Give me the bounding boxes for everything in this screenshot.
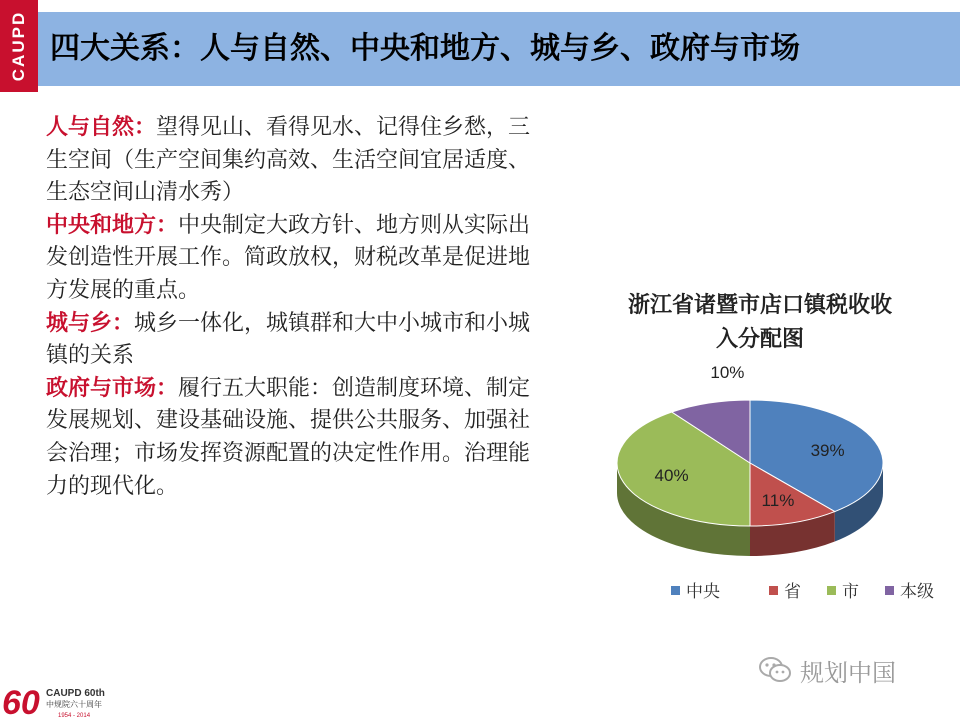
legend-label-省: 省 <box>784 582 801 602</box>
wechat-icon <box>758 655 792 685</box>
caupd-60th-logo <box>0 680 140 720</box>
paragraph-nature <box>46 112 546 210</box>
paragraph-lead: 政府与市场： <box>46 375 179 401</box>
logo-years: 1954 - 2014 <box>58 713 91 719</box>
chart-legend <box>671 582 934 602</box>
logo-text: CAUPD 60th <box>46 688 105 699</box>
watermark-text: 规划中国 <box>800 658 896 687</box>
tax-pie-chart <box>575 280 945 610</box>
paragraph-central-local <box>46 210 546 308</box>
legend-swatch-省 <box>769 586 778 595</box>
legend-swatch-本级 <box>885 586 894 595</box>
pie-label-中央: 39% <box>810 440 845 460</box>
content-text <box>46 112 546 503</box>
chart-title-line-1: 浙江省诸暨市店口镇税收收 <box>627 292 893 318</box>
logo-subtext: 中规院六十周年 <box>46 700 102 709</box>
paragraph-body: 城乡一体化，城镇群和大中小城市和小城镇的关系 <box>46 310 531 369</box>
legend-swatch-市 <box>827 586 836 595</box>
title-banner <box>38 12 960 86</box>
legend-label-本级: 本级 <box>900 582 934 602</box>
brand-sidebar <box>0 0 38 92</box>
pie-top-group <box>617 400 883 526</box>
paragraph-body: 履行五大职能：创造制度环境、制定发展规划、建设基础设施、提供公共服务、加强社会治理；市场发挥资源配置的决定性作用。治理能力的现代化。 <box>46 375 531 499</box>
legend-label-中央: 中央 <box>686 582 720 602</box>
page-title: 四大关系：人与自然、中央和地方、城与乡、政府与市场 <box>50 31 800 66</box>
paragraph-lead: 中央和地方： <box>46 212 179 238</box>
chart-title-line-2: 入分配图 <box>715 326 805 352</box>
legend-swatch-中央 <box>671 586 680 595</box>
paragraph-body: 望得见山、看得见水、记得住乡愁，三生空间（生产空间集约高效、生活空间宜居适度、生态空间山清水秀） <box>46 115 531 206</box>
pie-label-省: 11% <box>761 490 795 510</box>
logo-number: 60 <box>2 684 40 720</box>
pie-label-本级: 10% <box>710 363 745 382</box>
paragraph-urban-rural <box>46 308 546 373</box>
paragraph-government-market <box>46 373 546 503</box>
pie-label-市: 40% <box>654 466 689 486</box>
paragraph-body: 中央制定大政方针、地方则从实际出发创造性开展工作。简政放权，财税改革是促进地方发展的重点。 <box>46 212 531 303</box>
brand-label: CAUPD <box>9 10 29 82</box>
paragraph-lead: 城与乡： <box>46 310 135 336</box>
legend-label-市: 市 <box>842 582 859 602</box>
paragraph-lead: 人与自然： <box>46 115 157 140</box>
wechat-watermark <box>758 652 896 688</box>
